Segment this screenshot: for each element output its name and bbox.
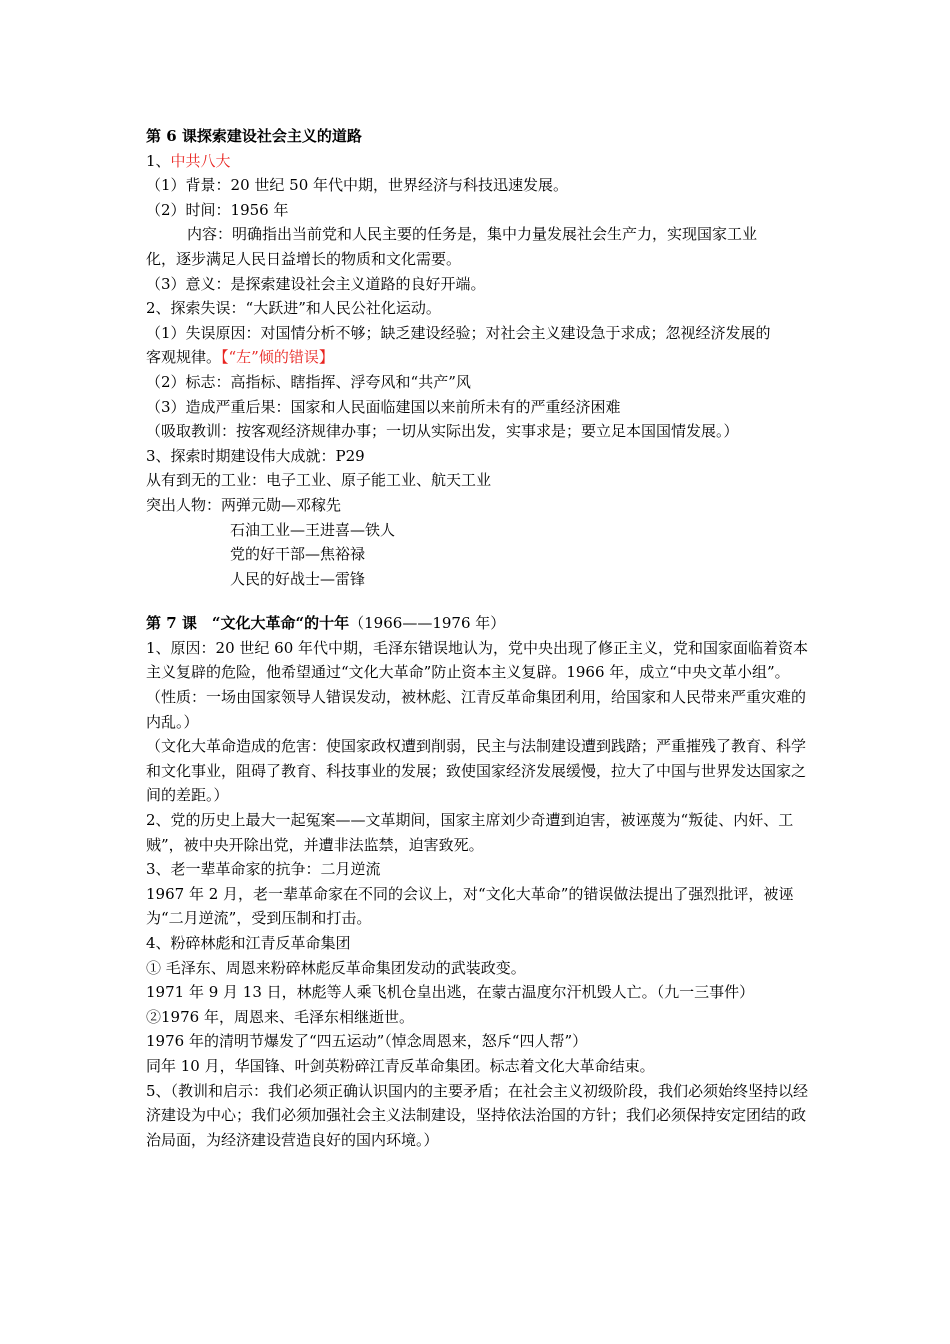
nature-paragraph: （性质：一场由国家领导人错误发动，被林彪、江青反革命集团利用，给国家和人民带来严重灾难的内乱。）: [146, 688, 807, 731]
document-page: [146, 124, 816, 1152]
people-line-3: 党的好干部—焦裕禄: [230, 545, 366, 564]
section-1-highlight: 中共八大: [170, 151, 231, 170]
event-line-1b: 1971 年 9 月 13 日，林彪等人乘飞机仓皇出逃，在蒙古温度尔汗机毁人亡。（九一三事件）: [146, 983, 755, 1002]
background-line: （1）背景：20 世纪 50 年代中期，世界经济与科技迅速发展。: [146, 176, 569, 195]
section-1-heading: [146, 149, 816, 174]
event-line-2: ②1976 年，周恩来、毛泽东相继逝世。: [146, 1007, 414, 1026]
section-spacer: [146, 591, 816, 611]
industry-line: 从有到无的工业：电子工业、原子能工业、航天工业: [146, 471, 492, 490]
time-line: （2）时间：1956 年: [146, 200, 289, 219]
mark-line: （2）标志：高指标、瞎指挥、浮夸风和“共产”风: [146, 372, 471, 391]
people-line-4: 人民的好战士—雷锋: [230, 569, 366, 588]
significance-line: （3）意义：是探索建设社会主义道路的良好开端。: [146, 274, 486, 293]
cause-paragraph: 1、原因：20 世纪 60 年代中期，毛泽东错误地认为，党中央出现了修正主义，党和国家面临着资本主义复辟的危险，他希望通过“文化大革命”防止资本主义复辟。1966 年，成立“中央文革小组”。: [146, 638, 809, 682]
struggle-heading: 3、老一辈革命家的抗争：二月逆流: [146, 860, 381, 879]
section-1-number: 1、: [146, 151, 171, 170]
result-line: （3）造成严重后果：国家和人民面临建国以来前所未有的严重经济困难: [146, 397, 621, 416]
cause-line-a: （1）失误原因：对国情分析不够；缺乏建设经验；对社会主义建设急于求成；忽视经济发展的: [146, 323, 771, 342]
section-2-heading: 2、探索失误：“大跃进”和人民公社化运动。: [146, 299, 441, 318]
people-line: 突出人物：两弹元勋—邓稼先: [146, 495, 342, 514]
event-line-2c: 同年 10 月，华国锋、叶剑英粉碎江青反革命集团。标志着文化大革命结束。: [146, 1056, 655, 1075]
smash-heading: 4、粉碎林彪和江青反革命集团: [146, 934, 351, 952]
cause-text: 客观规律。: [146, 348, 222, 367]
content-line-b: 化，逐步满足人民日益增长的物质和文化需要。: [146, 249, 462, 268]
lesson-learned-line: （吸取教训：按客观经济规律办事；一切从实际出发，实事求是；要立足本国国情发展。）: [146, 422, 739, 441]
left-error-highlight: 【“左”倾的错误】: [221, 348, 334, 367]
event-line-1: ① 毛泽东、周恩来粉碎林彪反革命集团发动的武装政变。: [146, 958, 526, 977]
harm-paragraph: （文化大革命造成的危害：使国家政权遭到削弱，民主与法制建设遭到践踏；严重摧残了教育、科学和文化事业，阻碍了教育、科技事业的发展；致使国家经济发展缓慢，拉大了中国与世界发达国家之间的差距。）: [146, 737, 807, 805]
event-line-2b: 1976 年的清明节爆发了“四五运动”（悼念周恩来，怒斥“四人帮”）: [146, 1032, 588, 1051]
lesson7-title-years: （1966——1976 年）: [349, 614, 506, 633]
injustice-paragraph: 2、党的历史上最大一起冤案——文革期间，国家主席刘少奇遭到迫害，被诬蔑为“叛徒、内奸、工贼”，被中央开除出党，并遭非法监禁，迫害致死。: [146, 811, 794, 854]
lesson7-title: [146, 611, 816, 636]
people-line-2: 石油工业—王进喜—铁人: [230, 520, 396, 539]
lessons-paragraph: 5、（教训和启示：我们必须正确认识国内的主要矛盾；在社会主义初级阶段，我们必须始终坚持以经济建设为中心；我们必须加强社会主义法制建设，坚持依法治国的方针；我们必须保持安定团结的政治局面，为经济建设营造良好的国内环境。）: [146, 1081, 809, 1149]
february-countercurrent-paragraph: 1967 年 2 月，老一辈革命家在不同的会议上，对“文化大革命”的错误做法提出了强烈批评，被诬为“二月逆流”，受到压制和打击。: [146, 884, 794, 928]
cause-line-b: [146, 345, 816, 370]
section-3-heading: 3、探索时期建设伟大成就：P29: [146, 446, 365, 465]
lesson6-title: 第 6 课探索建设社会主义的道路: [146, 127, 362, 145]
lesson7-title-text: 第 7 课 “文化大革命“的十年: [146, 614, 350, 633]
content-line-a: 内容：明确指出当前党和人民主要的任务是，集中力量发展社会生产力，实现国家工业: [187, 225, 758, 244]
